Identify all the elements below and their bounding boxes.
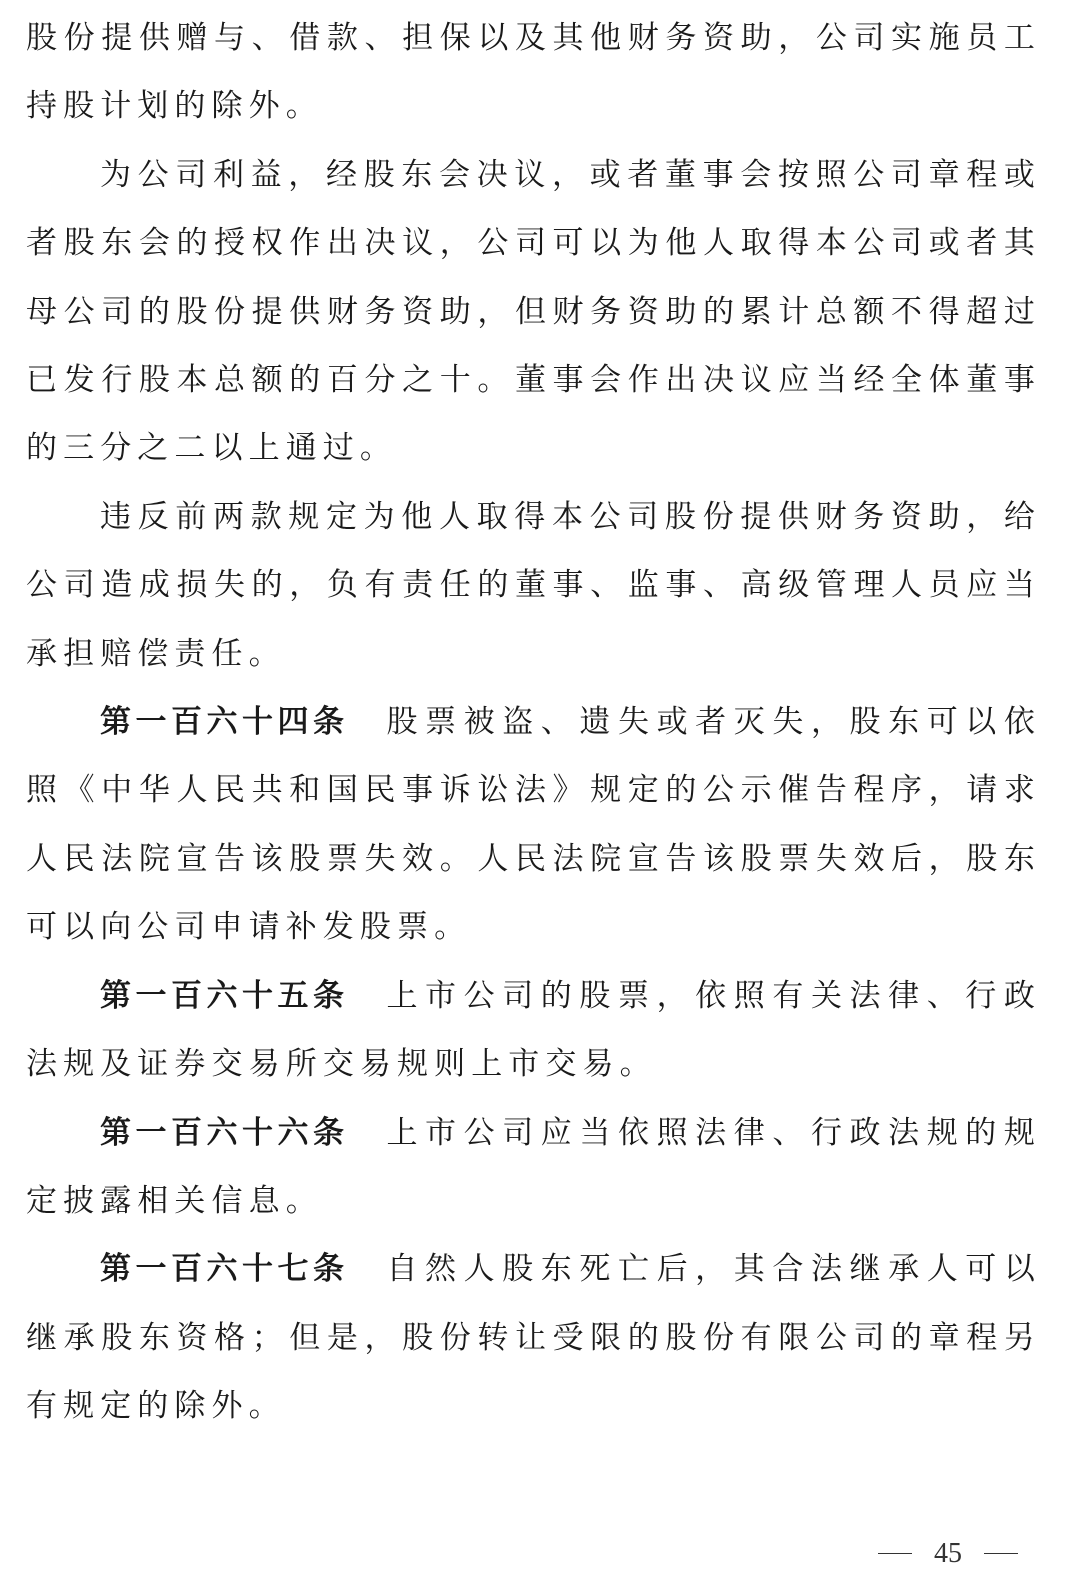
article-text: 上市公司的股票，依照有关法律、行政法规及证券交易所交易规则上市交易。 (26, 977, 1041, 1083)
paragraph-liability-for-violation (26, 483, 1041, 688)
article-166 (26, 1099, 1041, 1236)
footer-dash-left (878, 1553, 912, 1554)
article-text: 股票被盗、遗失或者灭失，股东可以依照《中华人民共和国民事诉讼法》规定的公示催告程序，请求人民法院宣告该股票失效。人民法院宣告该股票失效后，股东可以向公司申请补发股票。 (26, 704, 1041, 946)
paragraph-text: 股份提供赠与、借款、担保以及其他财务资助，公司实施员工持股计划的除外。 (26, 20, 1041, 125)
article-text: 上市公司应当依照法律、行政法规的规定披露相关信息。 (26, 1114, 1041, 1219)
article-number: 第一百六十五条 (100, 977, 349, 1014)
footer-dash-right (984, 1553, 1018, 1554)
paragraph-share-assistance-exception (26, 4, 1041, 141)
page-number: 45 (934, 1537, 962, 1569)
page-footer (878, 1528, 1038, 1576)
article-number: 第一百六十四条 (100, 704, 349, 741)
article-text: 自然人股东死亡后，其合法继承人可以继承股东资格；但是，股份转让受限的股份有限公司的章程另有规定的除外。 (26, 1251, 1041, 1425)
article-164 (26, 688, 1041, 962)
article-167 (26, 1235, 1041, 1440)
paragraph-financial-assistance-authorization (26, 141, 1041, 483)
article-number: 第一百六十七条 (100, 1251, 349, 1288)
paragraph-text: 违反前两款规定为他人取得本公司股份提供财务资助，给公司造成损失的，负有责任的董事、监事、高级管理人员应当承担赔偿责任。 (26, 498, 1041, 672)
article-number: 第一百六十六条 (100, 1114, 349, 1151)
paragraph-text: 为公司利益，经股东会决议，或者董事会按照公司章程或者股东会的授权作出决议，公司可以为他人取得本公司或者其母公司的股份提供财务资助，但财务资助的累计总额不得超过已发行股本总额的百分之十。董事会作出决议应当经全体董事的三分之二以上通过。 (26, 156, 1041, 467)
article-165 (26, 962, 1041, 1099)
document-page (26, 4, 1041, 1441)
